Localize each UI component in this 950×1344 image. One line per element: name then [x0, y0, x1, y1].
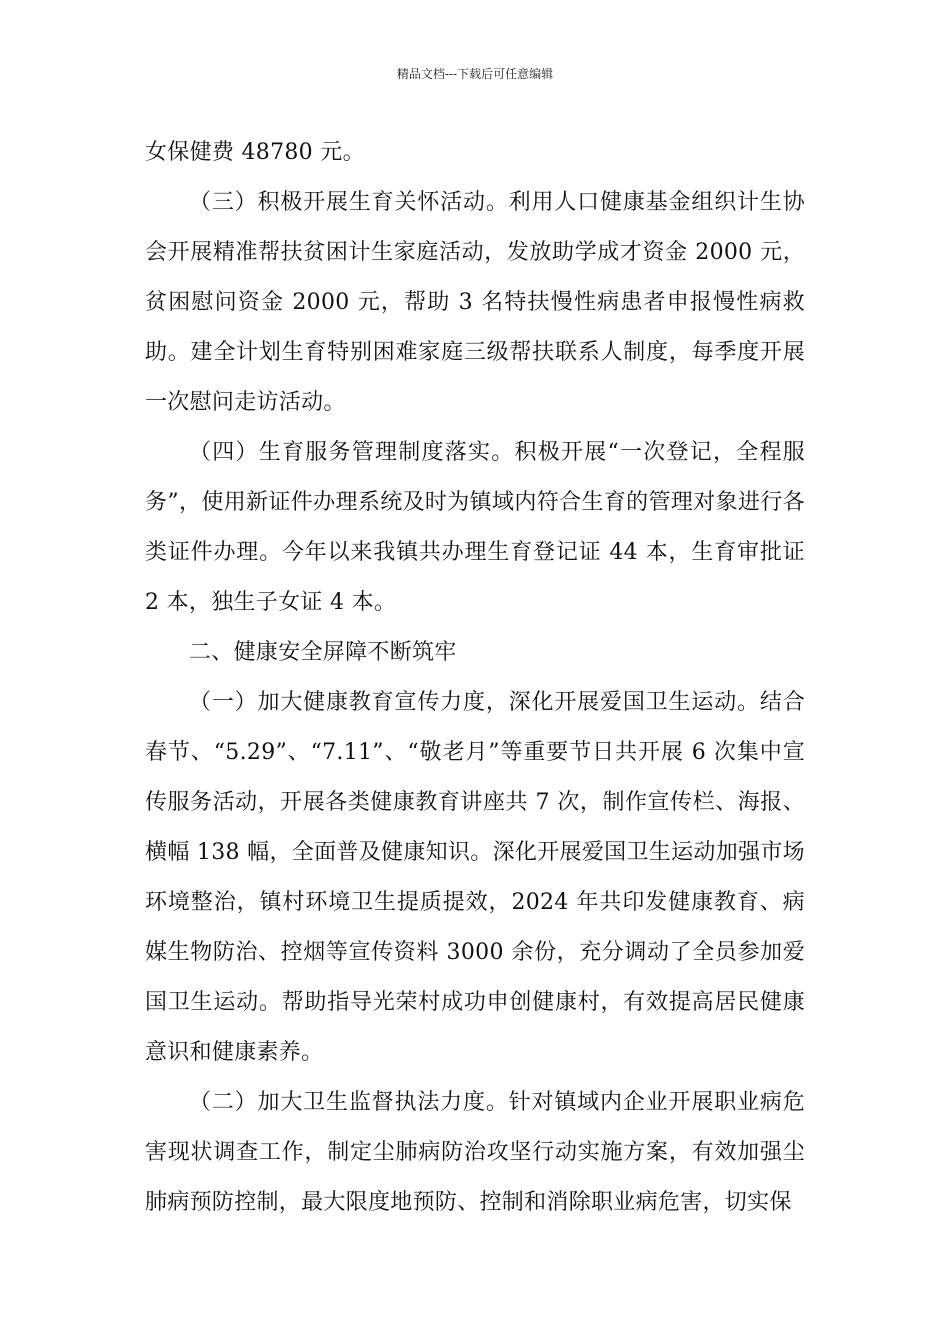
paragraph-fertility-care: （三）积极开展生育关怀活动。利用人口健康基金组织计生协会开展精准帮扶贫困计生家庭活动，发放助学成才资金 2000 元，贫困慰问资金 2000 元，帮助 3 名特扶慢性病患者申报慢性病救助。建全计划生育特别困难家庭三级帮扶联系人制度，每季度开展一次慰问走访活动。: [145, 190, 805, 415]
paragraph-health-education: （一）加大健康教育宣传力度，深化开展爱国卫生运动。结合春节、“5.29”、“7.11”、“敬老月”等重要节日共开展 6 次集中宣传服务活动，开展各类健康教育讲座共 7 次，制作宣传栏、海报、横幅 138 幅，全面普及健康知识。深化开展爱国卫生运动加强市场环境整治，镇村环境卫生提质提效，2024 年共印发健康教育、病媒生物防治、控烟等宣传资料 3000 余份，充分调动了全员参加爱国卫生运动。帮助指导光荣村成功申创健康村，有效提高居民健康意识和健康素养。: [145, 690, 805, 1065]
paragraph-continuation: 女保健费 48780 元。: [145, 140, 365, 165]
document-body: [145, 128, 805, 1228]
paragraph-birth-service: （四）生育服务管理制度落实。积极开展“一次登记，全程服务”，使用新证件办理系统及时为镇域内符合生育的管理对象进行各类证件办理。今年以来我镇共办理生育登记证 44 本，生育审批证 2 本，独生子女证 4 本。: [145, 440, 805, 615]
page-header: 精品文档---下载后可任意编辑: [396, 67, 554, 81]
section-heading-health-safety: 二、健康安全屏障不断筑牢: [189, 640, 457, 665]
paragraph-health-supervision: （二）加大卫生监督执法力度。针对镇域内企业开展职业病危害现状调查工作，制定尘肺病防治攻坚行动实施方案，有效加强尘肺病预防控制，最大限度地预防、控制和消除职业病危害，切实保: [145, 1090, 805, 1215]
